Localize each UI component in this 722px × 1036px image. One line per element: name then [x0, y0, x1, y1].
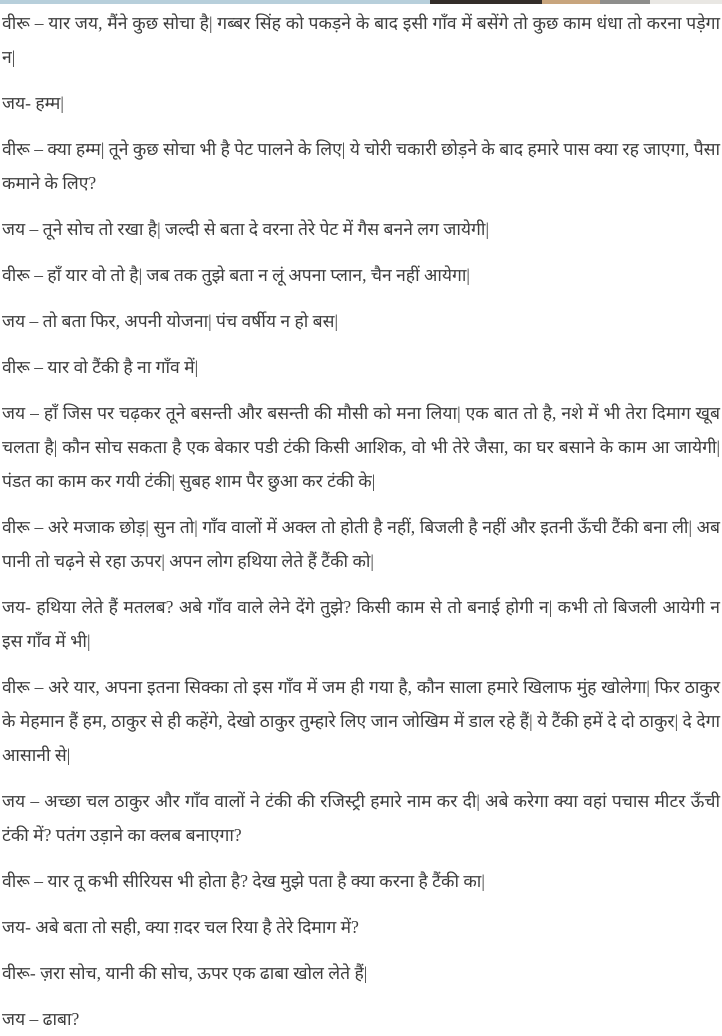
dialogue-paragraph: जय- हथिया लेते हैं मतलब? अबे गाँव वाले लेने देंगे तुझे? किसी काम से तो बनाई होगी न| कभी तो बिजली आयेगी न इस गाँव में भी|	[2, 597, 720, 651]
dialogue-paragraph: वीरू – यार तू कभी सीरियस भी होता है? देख मुझे पता है क्या करना है टैंकी का|	[2, 871, 485, 891]
dialogue-paragraph: वीरू – अरे यार, अपना इतना सिक्का तो इस गाँव में जम ही गया है, कौन साला हमारे खिलाफ मुंह खोलेगा| फिर ठाकुर के मेहमान हैं हम, ठाकुर से ही कहेंगे, देखो ठाकुर तुम्हारे लिए जान जोखिम में डाल रहे हैं| ये टैंकी हमें दे दो ठाकुर| दे देगा आसानी से|	[2, 677, 720, 765]
dialogue-paragraph: जय – हाँ जिस पर चढ़कर तूने बसन्ती और बसन्ती की मौसी को मना लिया| एक बात तो है, नशे में भी तेरा दिमाग खूब चलता है| कौन सोच सकता है एक बेकार पडी टंकी किसी आशिक, वो भी तेरे जैसा, का घर बसाने के काम आ जायेगी| पंडत का काम कर गयी टंकी| सुबह शाम पैर छुआ कर टंकी के|	[2, 403, 720, 491]
dialogue-text-block	[0, 4, 722, 1036]
dialogue-paragraph: जय – अच्छा चल ठाकुर और गाँव वालों ने टंकी की रजिस्ट्री हमारे नाम कर दी| अबे करेगा क्या वहां पचास मीटर ऊँची टंकी में? पतंग उड़ाने का क्लब बनाएगा?	[2, 791, 720, 845]
cropped-photo-sliver	[0, 0, 722, 4]
dialogue-paragraph: वीरू – अरे मजाक छोड़| सुन तो| गाँव वालों में अक्ल तो होती है नहीं, बिजली है नहीं और इतनी ऊँची टैंकी बना ली| अब पानी तो चढ़ने से रहा ऊपर| अपन लोग हथिया लेते हैं टैंकी को|	[2, 517, 720, 571]
dialogue-paragraph: जय – तूने सोच तो रखा है| जल्दी से बता दे वरना तेरे पेट में गैस बनने लग जायेगी|	[2, 219, 489, 239]
dialogue-paragraph: जय – ढाबा?	[2, 1009, 80, 1029]
dialogue-paragraph: जय- हम्म|	[2, 93, 64, 113]
dialogue-paragraph: जय – तो बता फिर, अपनी योजना| पंच वर्षीय न हो बस|	[2, 311, 338, 331]
photo-sliver-segment	[650, 0, 722, 4]
photo-sliver-segment	[542, 0, 600, 4]
dialogue-paragraph: जय- अबे बता तो सही, क्या ग़दर चल रिया है तेरे दिमाग में?	[2, 917, 359, 937]
dialogue-paragraph: वीरू – हाँ यार वो तो है| जब तक तुझे बता न लूं अपना प्लान, चैन नहीं आयेगा|	[2, 265, 470, 285]
photo-sliver-segment	[600, 0, 650, 4]
dialogue-paragraph: वीरू- ज़रा सोच, यानी की सोच, ऊपर एक ढाबा खोल लेते हैं|	[2, 963, 368, 983]
photo-sliver-segment	[430, 0, 542, 4]
dialogue-paragraph: वीरू – यार वो टैंकी है ना गाँव में|	[2, 357, 199, 377]
dialogue-paragraph: वीरू – क्या हम्म| तूने कुछ सोचा भी है पेट पालने के लिए| ये चोरी चकारी छोड़ने के बाद हमारे पास क्या रह जाएगा, पैसा कमाने के लिए?	[2, 139, 720, 193]
photo-sliver-segment	[0, 0, 430, 4]
dialogue-paragraph: वीरू – यार जय, मैंने कुछ सोचा है| गब्बर सिंह को पकड़ने के बाद इसी गाँव में बसेंगे तो कुछ काम धंधा तो करना पड़ेगा न|	[2, 13, 720, 67]
